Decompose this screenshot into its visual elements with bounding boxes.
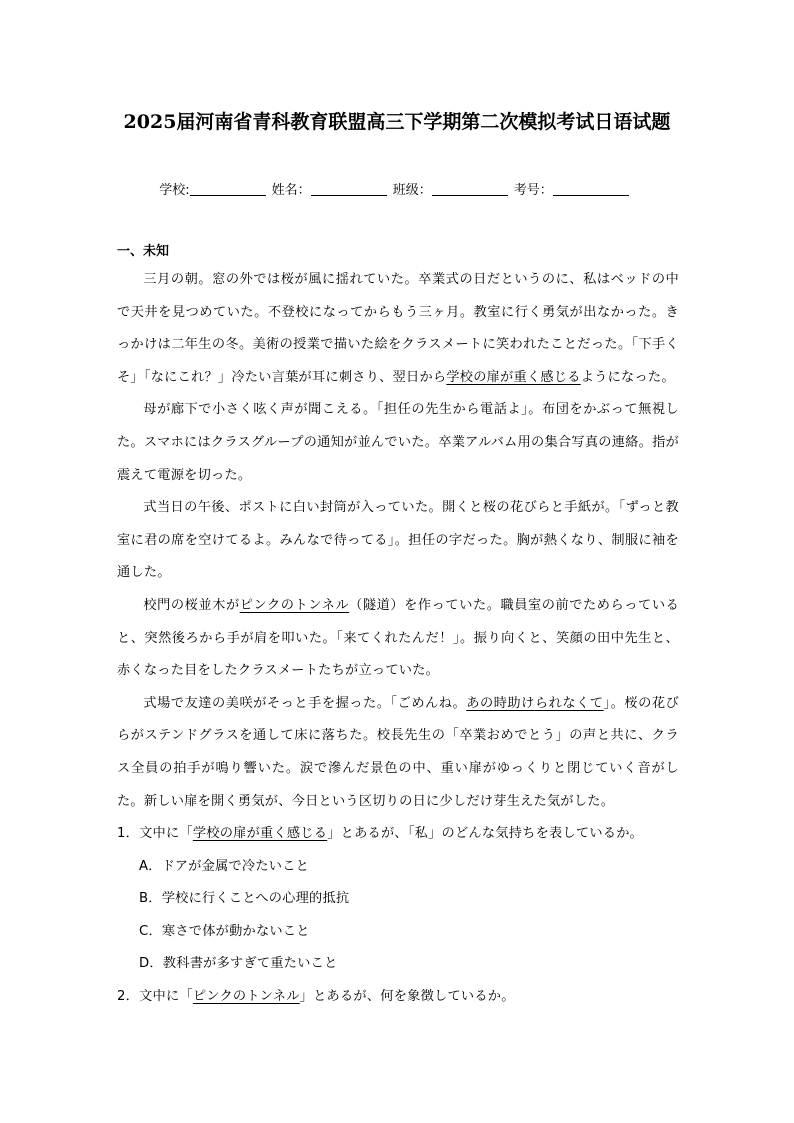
text-run: ようになった。 xyxy=(580,369,675,385)
name-blank[interactable] xyxy=(311,181,387,196)
text-run: 三月の朝。窓の外では桜が風に揺れていた。卒業式の日だというのに、私はベッドの中で天井を見つめていた。不登校になってからもう三ヶ月。教室に行く勇気が出なかった。きっかけは二年生の冬。美術の授業で描いた絵をクラスメートに笑われたことだった。「下手くそ」「なにこれ？」冷たい言葉が耳に刺さり、翌日から xyxy=(117,272,679,385)
info-label-school: 学校: xyxy=(159,183,190,198)
text-run: 2．文中に「 xyxy=(117,989,193,1005)
document-title: 2025届河南省青科教育联盟高三下学期第二次模拟考试日语试题 xyxy=(123,111,671,133)
text-run: 母が廊下で小さく呟く声が聞こえる。「担任の先生から電話よ」。布団をかぶって無視した。スマホにはクラスグループの通知が並んでいた。卒業アルバム用の集合写真の連絡。指が震えて電源を切った。 xyxy=(117,402,680,483)
text-run: 」とあるが、「私」のどんな気持ちを表しているか。 xyxy=(327,826,644,842)
answer-option[interactable]: C．寒さで体が動かないこと xyxy=(139,923,310,939)
text-run: （隧道）を作っていた。職員室の前でためらっていると、突然後ろから手が肩を叩いた。「来てくれたんだ！」。振り向くと、笑顔の田中先生と、赤くなった目をしたクラスメートたちが立っていた。 xyxy=(117,597,680,679)
exam-number-blank[interactable] xyxy=(553,181,629,196)
text-run: 式当日の午後、ポストに白い封筒が入っていた。開くと桜の花びらと手紙が。「ずっと教室に君の席を空けてるよ。みんなで待ってる」。担任の字だった。胸が熱くなり、制服に袖を通した。 xyxy=(117,500,679,581)
text-run: 」とあるが、何を象徴しているか。 xyxy=(299,989,515,1005)
text-run: 校門の桜並木が xyxy=(143,597,240,613)
passage-paragraph xyxy=(117,264,679,394)
passage-paragraph xyxy=(117,492,679,590)
section-heading: 一、未知 xyxy=(117,244,170,259)
question-stem xyxy=(117,818,679,851)
underlined-phrase: 学校の扉が重く感じる xyxy=(192,826,328,842)
school-blank[interactable] xyxy=(190,181,266,196)
underlined-phrase: ピンクのトンネル xyxy=(239,597,350,613)
underlined-phrase: あの時助けられなくて xyxy=(466,695,604,711)
text-run: 1．文中に「 xyxy=(117,826,193,842)
text-run: 」。桜の花びらがステンドグラスを通して床に落ちた。校長先生の「卒業おめでとう」の声と共に、クラス全員の拍手が鳴り響いた。涙で滲んだ景色の中、重い扉がゆっくりと閉じていく音がした。新しい扉を開く勇気が、今日という区切りの日に少しだけ芽生えた気がした。 xyxy=(117,695,680,809)
student-info-line xyxy=(0,181,794,201)
info-label-class: 班级： xyxy=(392,183,432,198)
reading-passage xyxy=(117,264,679,818)
info-label-exam-number: 考号： xyxy=(513,183,553,198)
answer-option[interactable]: D．教科書が多すぎて重たいこと xyxy=(139,956,338,972)
underlined-phrase: ピンクのトンネル xyxy=(192,989,300,1005)
passage-paragraph xyxy=(117,394,679,492)
question-stem xyxy=(117,981,679,1014)
passage-paragraph xyxy=(117,688,679,818)
info-label-name: 姓名： xyxy=(271,183,311,198)
underlined-phrase: 学校の扉が重く感じる xyxy=(446,369,581,385)
answer-option[interactable]: A．ドアが金属で冷たいこと xyxy=(139,858,310,874)
question-list xyxy=(117,818,679,1014)
passage-paragraph xyxy=(117,590,679,688)
document-body xyxy=(117,264,679,1014)
class-blank[interactable] xyxy=(432,181,508,196)
answer-option[interactable]: B．学校に行くことへの心理的抵抗 xyxy=(139,891,350,907)
text-run: 式場で友達の美咲がそっと手を握った。「ごめんね。 xyxy=(143,695,467,711)
